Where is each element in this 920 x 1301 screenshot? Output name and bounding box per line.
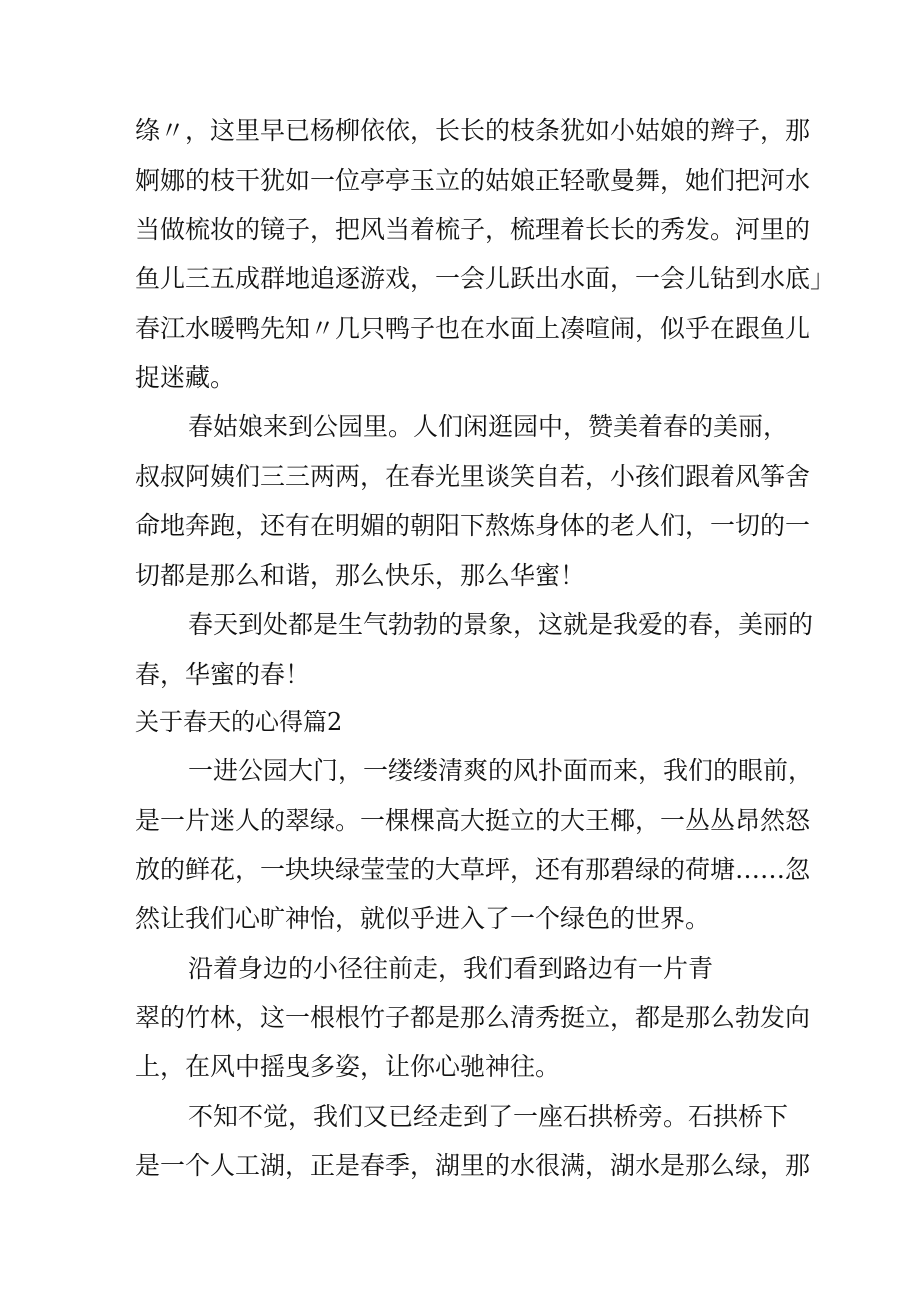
text-line: 翠的竹林，这一根根竹子都是那么清秀挺立，都是那么勃发向 — [135, 1003, 811, 1032]
text-line: 绦〃，这里早已杨柳依依，长长的枝条犹如小姑娘的辫子，那 — [135, 116, 811, 145]
text-line: 命地奔跑，还有在明媚的朝阳下熬炼身体的老人们，一切的一 — [135, 511, 811, 540]
text-line: 春，华蜜的春！ — [135, 660, 311, 689]
text-line: 春天到处都是生气勃勃的景象，这就是我爱的春，美丽的 — [188, 610, 814, 639]
text-line: 捉迷藏。 — [135, 363, 236, 392]
text-line: 当做梳妆的镜子，把风当着梳子，梳理着长长的秀发。河里的 — [135, 215, 811, 244]
text-line: 切都是那么和谐，那么快乐，那么华蜜！ — [135, 561, 586, 590]
text-line: 上，在风中摇曳多姿，让你心驰神往。 — [135, 1052, 561, 1081]
text-line: 叔叔阿姨们三三两两，在春光里谈笑自若，小孩们跟着风筝舍 — [135, 462, 811, 491]
text-line: 是一片迷人的翠绿。一棵棵高大挺立的大王椰，一丛丛昂然怒 — [135, 806, 811, 835]
text-line: 然让我们心旷神怡，就似乎进入了一个绿色的世界。 — [135, 904, 711, 933]
section-heading: 关于春天的心得篇2 — [135, 708, 343, 736]
text-line: 沿着身边的小径往前走，我们看到路边有一片青 — [188, 954, 714, 983]
text-line: 不知不觉，我们又已经走到了一座石拱桥旁。石拱桥下 — [188, 1102, 789, 1131]
text-line: 鱼儿三五成群地追逐游戏，一会儿跃出水面，一会儿钻到水底」 — [135, 264, 836, 293]
text-line: 一进公园大门，一缕缕清爽的风扑面而来，我们的眼前， — [188, 756, 814, 785]
text-line: 是一个人工湖，正是春季，湖里的水很满，湖水是那么绿，那 — [135, 1151, 811, 1180]
text-line: 春江水暖鸭先知〃几只鸭子也在水面上凑喧闹，似乎在跟鱼儿 — [135, 314, 811, 343]
text-line: 婀娜的枝干犹如一位亭亭玉立的姑娘正轻歌曼舞，她们把河水 — [135, 166, 811, 195]
text-line: 春姑娘来到公园里。人们闲逛园中，赞美着春的美丽， — [188, 412, 789, 441]
text-line: 放的鲜花，一块块绿莹莹的大草坪，还有那碧绿的荷塘……忽 — [135, 855, 811, 884]
